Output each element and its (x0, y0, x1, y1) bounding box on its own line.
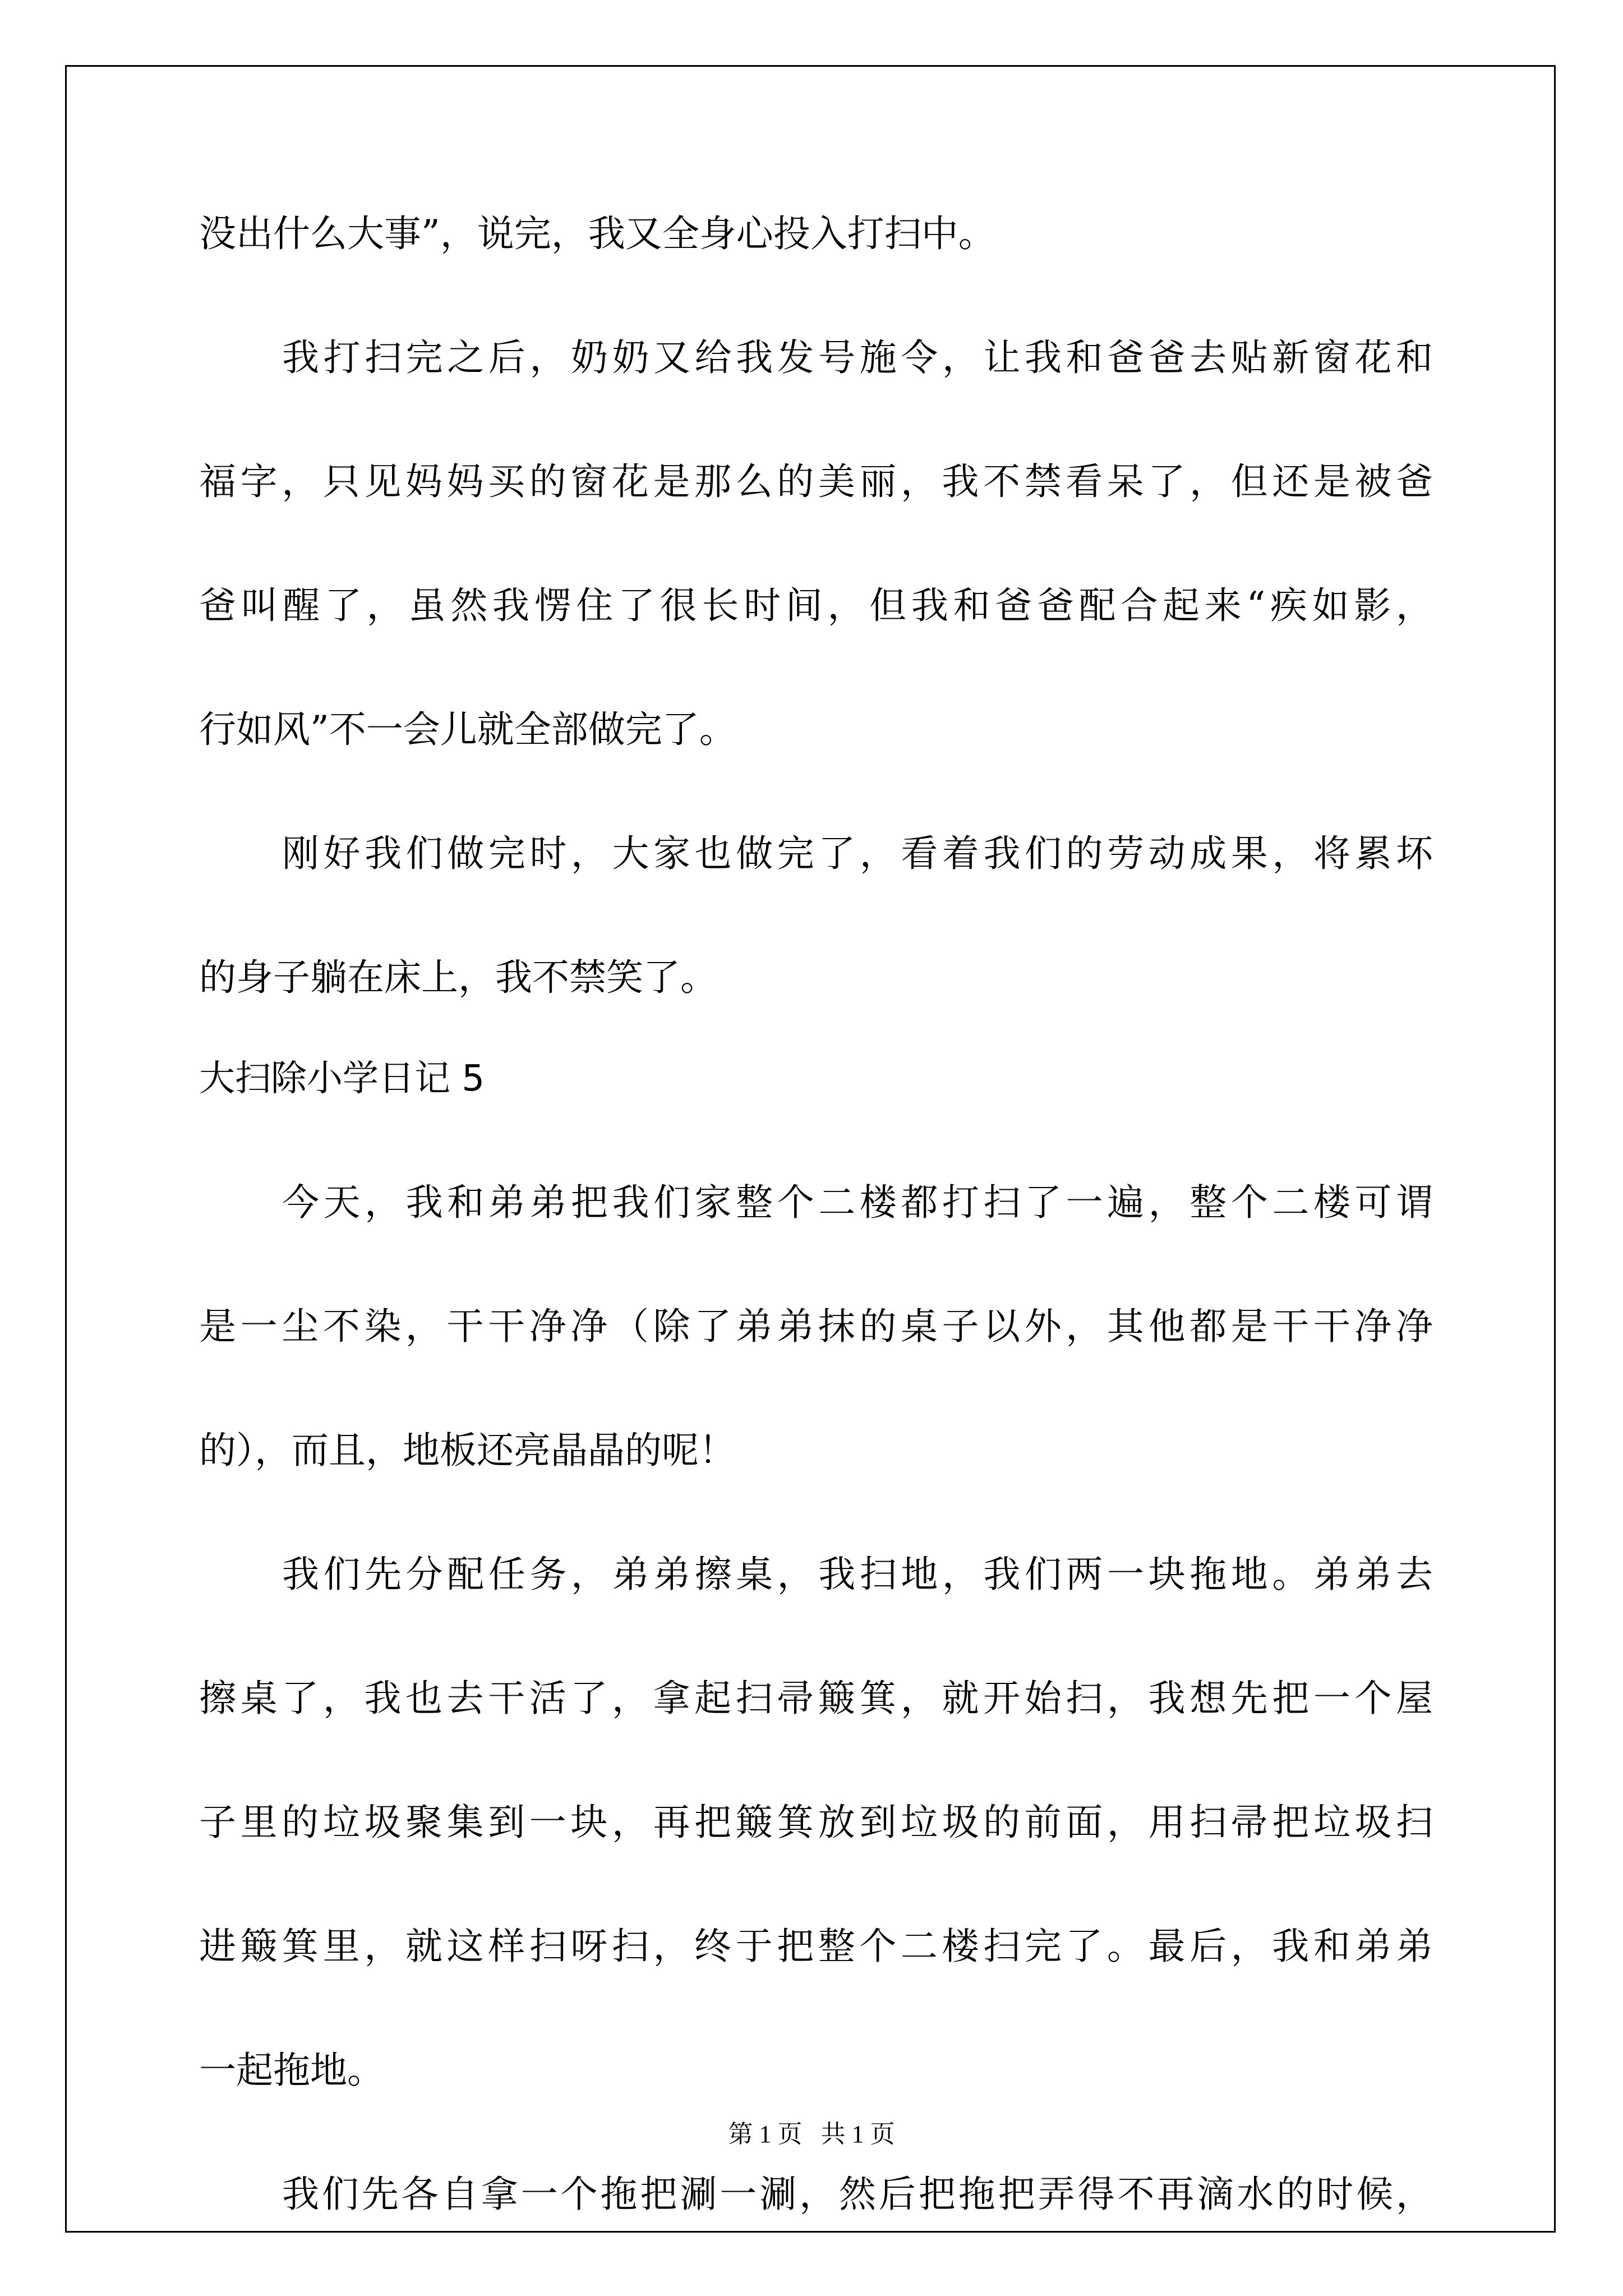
page-number: 第 1 页 (728, 2120, 803, 2148)
page-footer (0, 2114, 1623, 2150)
paragraph-line: 是一尘不染，干干净净（除了弟弟抹的桌子以外，其他都是干干净净 (199, 1305, 1433, 1348)
page-total: 共 1 页 (820, 2120, 895, 2148)
paragraph-line: 今天，我和弟弟把我们家整个二楼都打扫了一遍，整个二楼可谓 (282, 1181, 1433, 1224)
paragraph-line: 行如风”不一会儿就全部做完了。 (199, 708, 736, 751)
paragraph-line: 的），而且，地板还亮晶晶的呢！ (199, 1429, 736, 1472)
paragraph-line: 我们先分配任务，弟弟擦桌，我扫地，我们两一块拖地。弟弟去 (282, 1553, 1433, 1596)
paragraph-line: 没出什么大事”，说完，我又全身心投入打扫中。 (199, 212, 995, 255)
paragraph-line: 进簸箕里，就这样扫呀扫，终于把整个二楼扫完了。最后，我和弟弟 (199, 1925, 1433, 1968)
page-border (65, 65, 1556, 2233)
paragraph-line: 我打扫完之后，奶奶又给我发号施令，让我和爸爸去贴新窗花和 (282, 336, 1433, 379)
paragraph-line: 刚好我们做完时，大家也做完了，看着我们的劳动成果，将累坏 (282, 832, 1433, 875)
paragraph-line: 我们先各自拿一个拖把涮一涮，然后把拖把弄得不再滴水的时候， (282, 2173, 1433, 2216)
paragraph-line: 的身子躺在床上，我不禁笑了。 (199, 956, 717, 999)
paragraph-line: 擦桌了，我也去干活了，拿起扫帚簸箕，就开始扫，我想先把一个屋 (199, 1677, 1433, 1720)
paragraph-line: 爸叫醒了，虽然我愣住了很长时间，但我和爸爸配合起来“疾如影， (199, 584, 1433, 627)
paragraph-line: 福字，只见妈妈买的窗花是那么的美丽，我不禁看呆了，但还是被爸 (199, 460, 1433, 503)
section-heading: 大扫除小学日记 5 (199, 1058, 485, 1099)
paragraph-line: 一起拖地。 (199, 2049, 384, 2092)
paragraph-line: 子里的垃圾聚集到一块，再把簸箕放到垃圾的前面，用扫帚把垃圾扫 (199, 1801, 1433, 1844)
